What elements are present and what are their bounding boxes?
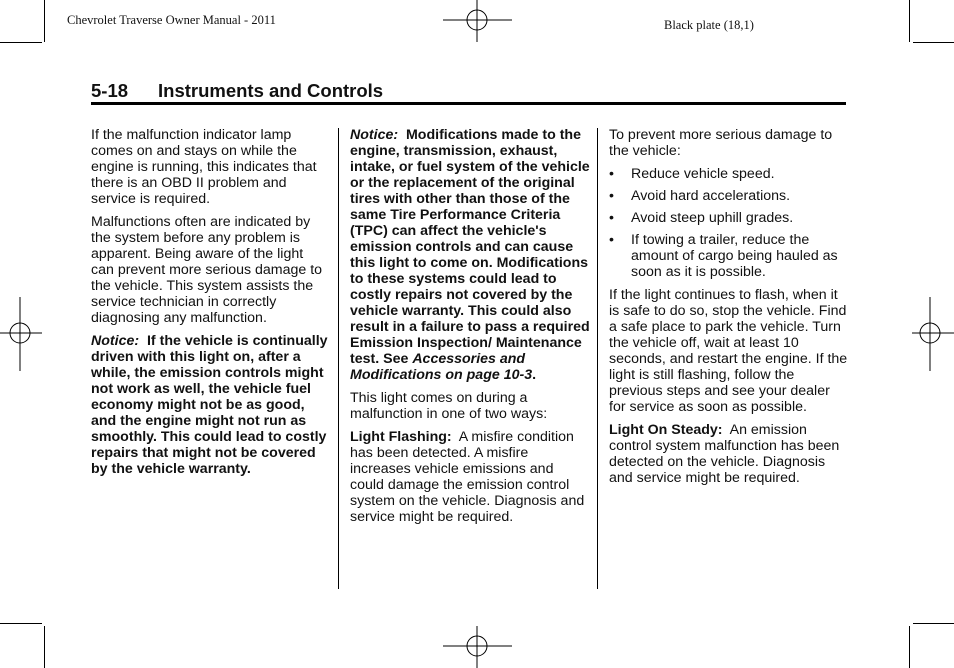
- list-item: • Avoid hard accelerations.: [609, 188, 791, 204]
- section-heading: [91, 80, 383, 102]
- notice-label: Notice:: [91, 333, 140, 349]
- paragraph: To prevent more serious damage to the vehicle:: [609, 127, 833, 159]
- crop-mark: [44, 0, 45, 42]
- light-flashing-paragraph: [350, 429, 590, 525]
- bullet-list: [609, 166, 849, 280]
- heading-rule: [91, 102, 846, 105]
- registration-mark-bottom: [440, 626, 516, 668]
- registration-mark-top: [440, 0, 516, 44]
- list-item: • Reduce vehicle speed.: [609, 166, 775, 182]
- term-text: A misfire condition has been detected. A misfire increases vehicle emissions and could damage the emission control system on the vehicle. Diagnosis and service might be required.: [350, 429, 585, 525]
- cross-reference-link[interactable]: Accessories and Modifications on page 10-3: [350, 351, 533, 383]
- crop-mark: [0, 42, 42, 43]
- crop-mark: [913, 623, 954, 624]
- running-header-title: Chevrolet Traverse Owner Manual - 2011: [67, 13, 276, 27]
- crop-mark: [909, 626, 910, 668]
- column-3: [609, 127, 849, 493]
- paragraph: If the light continues to flash, when it is safe to do so, stop the vehicle. Find a safe place to park the vehicle. Turn the vehicle off, wait at least 10 seconds, and restart the engine. If the light is still flashing, follow the previous steps and see your dealer for service as soon as possible.: [609, 287, 848, 415]
- bullet-icon: •: [609, 166, 614, 182]
- registration-mark-right: [910, 297, 954, 371]
- paragraph: This light comes on during a malfunction in one of two ways:: [350, 390, 548, 422]
- notice-paragraph: Notice: Modifications made to the engine, transmission, exhaust, intake, or fuel system of the vehicle or the replacement of the original tires with other than those of the same Tire Performance Criteria (TPC) can affect the vehicle's emission controls and can cause this light to come on. Modifications to these systems could lead to costly repairs not covered by the vehicle warranty. This could also result in a failure to pass a required Emission Inspection/ Maintenance test. See Accessories and Modifications on page 10-3.: [350, 127, 590, 383]
- term-text: An emission control system malfunction has been detected on the vehicle. Diagnosis and service might be required.: [609, 422, 840, 486]
- crop-mark: [909, 0, 910, 42]
- bullet-icon: •: [609, 188, 614, 204]
- bullet-icon: •: [609, 210, 614, 226]
- column-1: [91, 127, 329, 484]
- notice-text: Modifications made to the engine, transmission, exhaust, intake, or fuel system of the vehicle or the replacement of the original tires with other than those of the same Tire Performance Criteria (TPC) can affect the vehicle's emission controls and can cause this light to come on. Modifications to these systems could lead to costly repairs not covered by the vehicle warranty. This could also result in a failure to pass a required Emission Inspection/ Maintenance test. See: [350, 127, 590, 367]
- light-steady-paragraph: [609, 422, 849, 486]
- column-divider: [597, 128, 598, 589]
- term-label: Light Flashing:: [350, 429, 452, 445]
- list-item: • If towing a trailer, reduce the amount of cargo being hauled as soon as it is possible.: [609, 232, 838, 280]
- crop-mark: [44, 626, 45, 668]
- section-title: Instruments and Controls: [158, 80, 384, 101]
- notice-paragraph: [91, 333, 329, 477]
- term-label: Light On Steady:: [609, 422, 723, 438]
- crop-mark: [913, 42, 954, 43]
- bullet-icon: •: [609, 232, 614, 248]
- list-item: • Avoid steep uphill grades.: [609, 210, 794, 226]
- paragraph: If the malfunction indicator lamp comes on and stays on while the engine is running, this indicates that there is an OBD II problem and service is required.: [91, 127, 317, 207]
- notice-label: Notice:: [350, 127, 399, 143]
- notice-text: If the vehicle is continually driven with this light on, after a while, the emission controls might not work as well, the vehicle fuel economy might not be as good, and the engine might not run as smoothly. This could lead to costly repairs that might not be covered by the vehicle warranty.: [91, 333, 328, 477]
- column-2: [350, 127, 590, 532]
- running-header-plate: Black plate (18,1): [664, 18, 754, 32]
- page-number: 5-18: [91, 80, 129, 101]
- column-divider: [338, 128, 339, 589]
- paragraph: Malfunctions often are indicated by the system before any problem is apparent. Being aware of the light can prevent more serious damage to the vehicle. This system assists the service technician in correctly diagnosing any malfunction.: [91, 214, 323, 326]
- crop-mark: [0, 623, 42, 624]
- registration-mark-left: [0, 297, 44, 371]
